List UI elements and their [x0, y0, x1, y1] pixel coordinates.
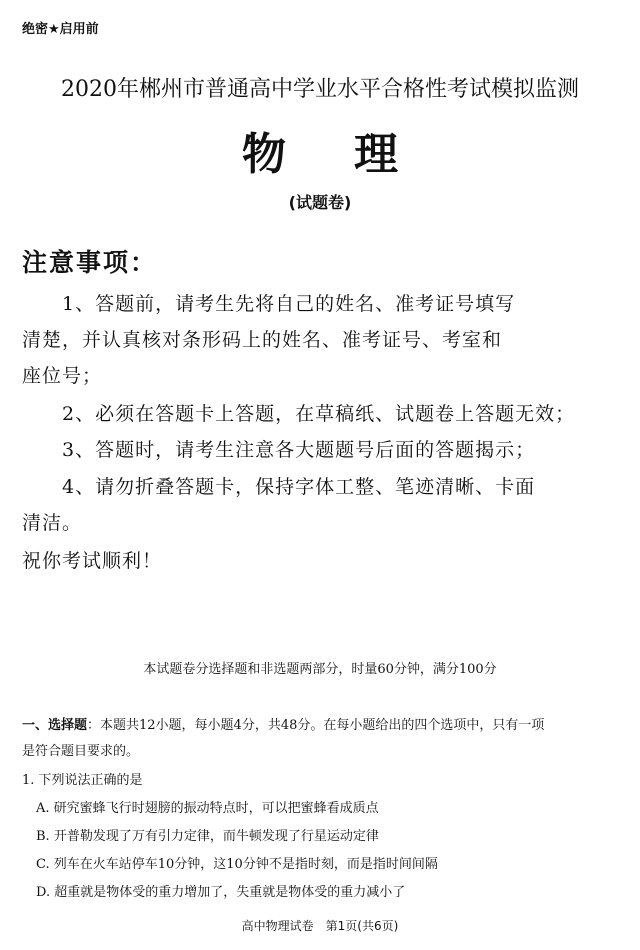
- note-line-3: 座位号；: [22, 365, 103, 387]
- note-line-8: 祝你考试顺利！: [22, 550, 163, 572]
- note-line-1: 1、答题前，请考生先将自己的姓名、准考证号填写: [62, 293, 516, 315]
- question-1-stem: 1. 下列说法正确的是: [22, 773, 143, 788]
- note-line-7: 清洁。: [22, 512, 83, 534]
- question-1-option-c: C. 列车在火车站停车10分钟，这10分钟不是指时刻，而是指时间间隔: [36, 857, 438, 872]
- note-line-4: 2、必须在答题卡上答题，在草稿纸、试题卷上答题无效；: [62, 403, 576, 425]
- question-1-option-a: A. 研究蜜蜂飞行时翅膀的振动特点时，可以把蜜蜂看成质点: [36, 801, 379, 816]
- notes-heading: 注意事项：: [22, 248, 158, 277]
- classification-label: 绝密★启用前: [22, 22, 99, 37]
- section-one-intro: [22, 714, 544, 733]
- section-info: 本试题卷分选择题和非选题两部分，时量60分钟，满分100分: [143, 662, 497, 677]
- note-line-6: 4、请勿折叠答题卡，保持字体工整、笔迹清晰、卡面: [62, 476, 536, 498]
- section-one-intro-line2: 是符合题目要求的。: [22, 744, 140, 759]
- question-1-option-d: D. 超重就是物体受的重力增加了，失重就是物体受的重力减小了: [36, 885, 406, 900]
- section-one-intro-line1: ：本题共12小题，每小题4分，共48分。在每小题给出的四个选项中，只有一项: [87, 718, 545, 733]
- section-one-heading: 一、选择题: [22, 718, 88, 733]
- exam-title: 2020年郴州市普通高中学业水平合格性考试模拟监测: [61, 77, 579, 102]
- note-line-5: 3、答题时，请考生注意各大题题号后面的答题揭示；: [62, 439, 536, 461]
- page-footer: 高中物理试卷 第1页(共6页): [241, 919, 399, 933]
- subject-title: 物理: [242, 129, 466, 180]
- paper-type: (试题卷): [288, 193, 352, 212]
- question-1-option-b: B. 开普勒发现了万有引力定律，而牛顿发现了行星运动定律: [36, 829, 379, 844]
- note-line-2: 清楚，并认真核对条形码上的姓名、准考证号、考室和: [22, 329, 503, 351]
